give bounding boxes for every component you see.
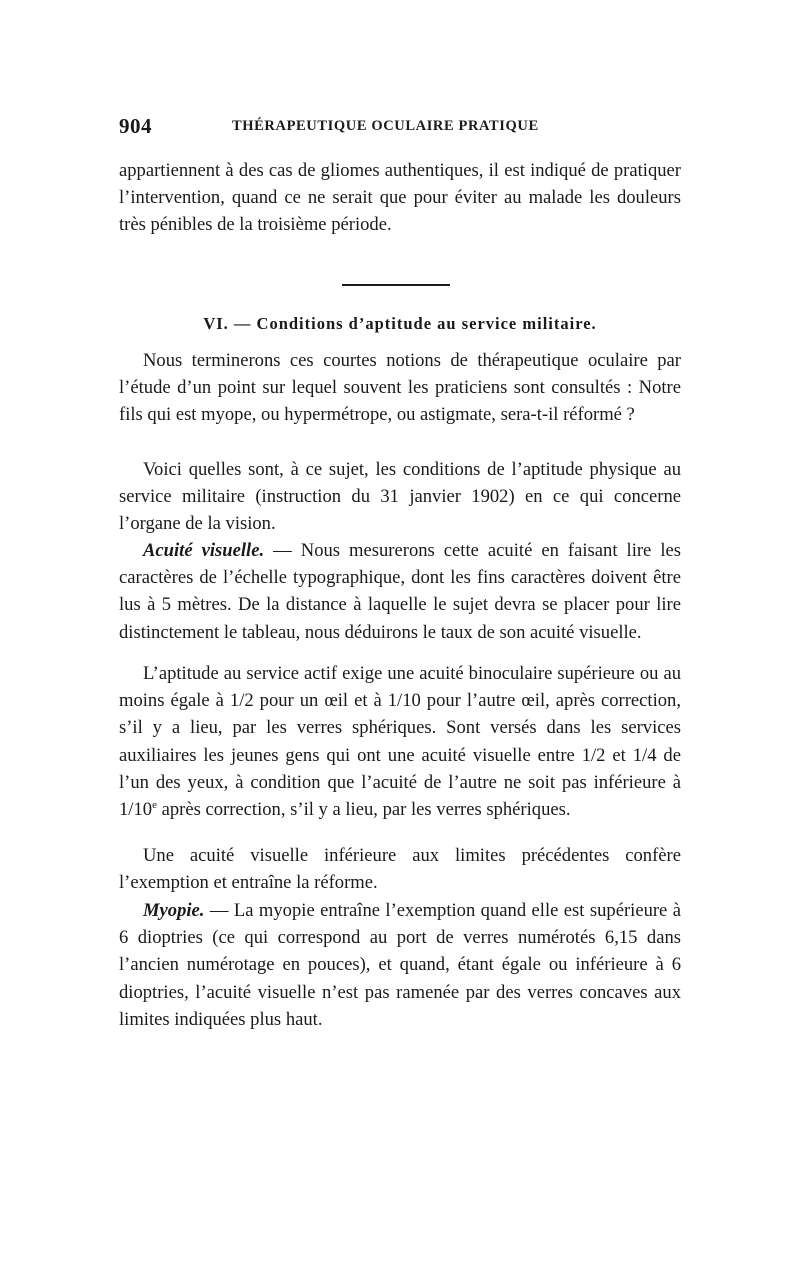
paragraph-2: Voici quelles sont, à ce sujet, les conditions de l’aptitude physique au service militaire (instruction du 31 janvier 1902) en ce qui concerne l’organe de la vision.	[119, 459, 681, 535]
paragraph-exemption: Une acuité visuelle inférieure aux limites précédentes confère l’exemption et entraîne la réforme.	[119, 845, 681, 894]
myopie-label: Myopie.	[143, 900, 205, 921]
paragraph-aptitude	[119, 660, 681, 823]
section-divider	[342, 284, 450, 286]
paragraph-acuite	[119, 537, 681, 646]
paragraph-myopie	[119, 897, 681, 1033]
running-head	[119, 114, 681, 140]
aptitude-text-b: après correction, s’il y a lieu, par les verres sphériques.	[156, 799, 571, 821]
running-title: THÉRAPEUTIQUE OCULAIRE PRATIQUE	[232, 118, 539, 134]
acuite-text: — Nous mesurerons cette acuité en faisant lire les caractères de l’échelle typographique, dont les fins caractères doivent être lus à 5 mètres. De la distance à laquelle le sujet devra se placer pour lire distinctement le tableau, nous déduirons le taux de son acuité visuelle.	[119, 540, 681, 643]
acuite-label: Acuité visuelle.	[143, 540, 265, 561]
section-heading: VI. — Conditions d’aptitude au service militaire.	[203, 314, 597, 333]
aptitude-superscript: e	[152, 798, 157, 811]
myopie-text: — La myopie entraîne l’exemption quand elle est supérieure à 6 dioptries (ce qui correspond au port de verres numérotés 6,15 dans l’ancien numérotage en pouces), et quand, étant égale ou inférieure à 6 dioptries, l’acuité visuelle n’est pas ramenée par des verres concaves aux limites indiquées plus haut.	[119, 900, 681, 1030]
aptitude-text-a: L’aptitude au service actif exige une acuité binoculaire supérieure ou au moins égale à 1/2 pour un œil et à 1/10 pour l’autre œil, après correction, s’il y a lieu, par les verres sphériques. Sont versés dans les services auxiliaires les jeunes gens qui ont une acuité visuelle entre 1/2 et 1/4 de l’un des yeux, à condition que l’acuité de l’autre ne soit pas inférieure à 1/10	[119, 663, 681, 821]
page-number: 904	[119, 114, 152, 138]
intro-paragraph: appartiennent à des cas de gliomes authentiques, il est indiqué de pratiquer l’intervention, quand ce ne serait que pour éviter au malade les douleurs très pénibles de la troisième période.	[119, 160, 681, 236]
paragraph-1: Nous terminerons ces courtes notions de thérapeutique oculaire par l’étude d’un point sur lequel souvent les praticiens sont consultés : Notre fils qui est myope, ou hypermétrope, ou astigmate, sera-t-il réformé ?	[119, 350, 681, 426]
